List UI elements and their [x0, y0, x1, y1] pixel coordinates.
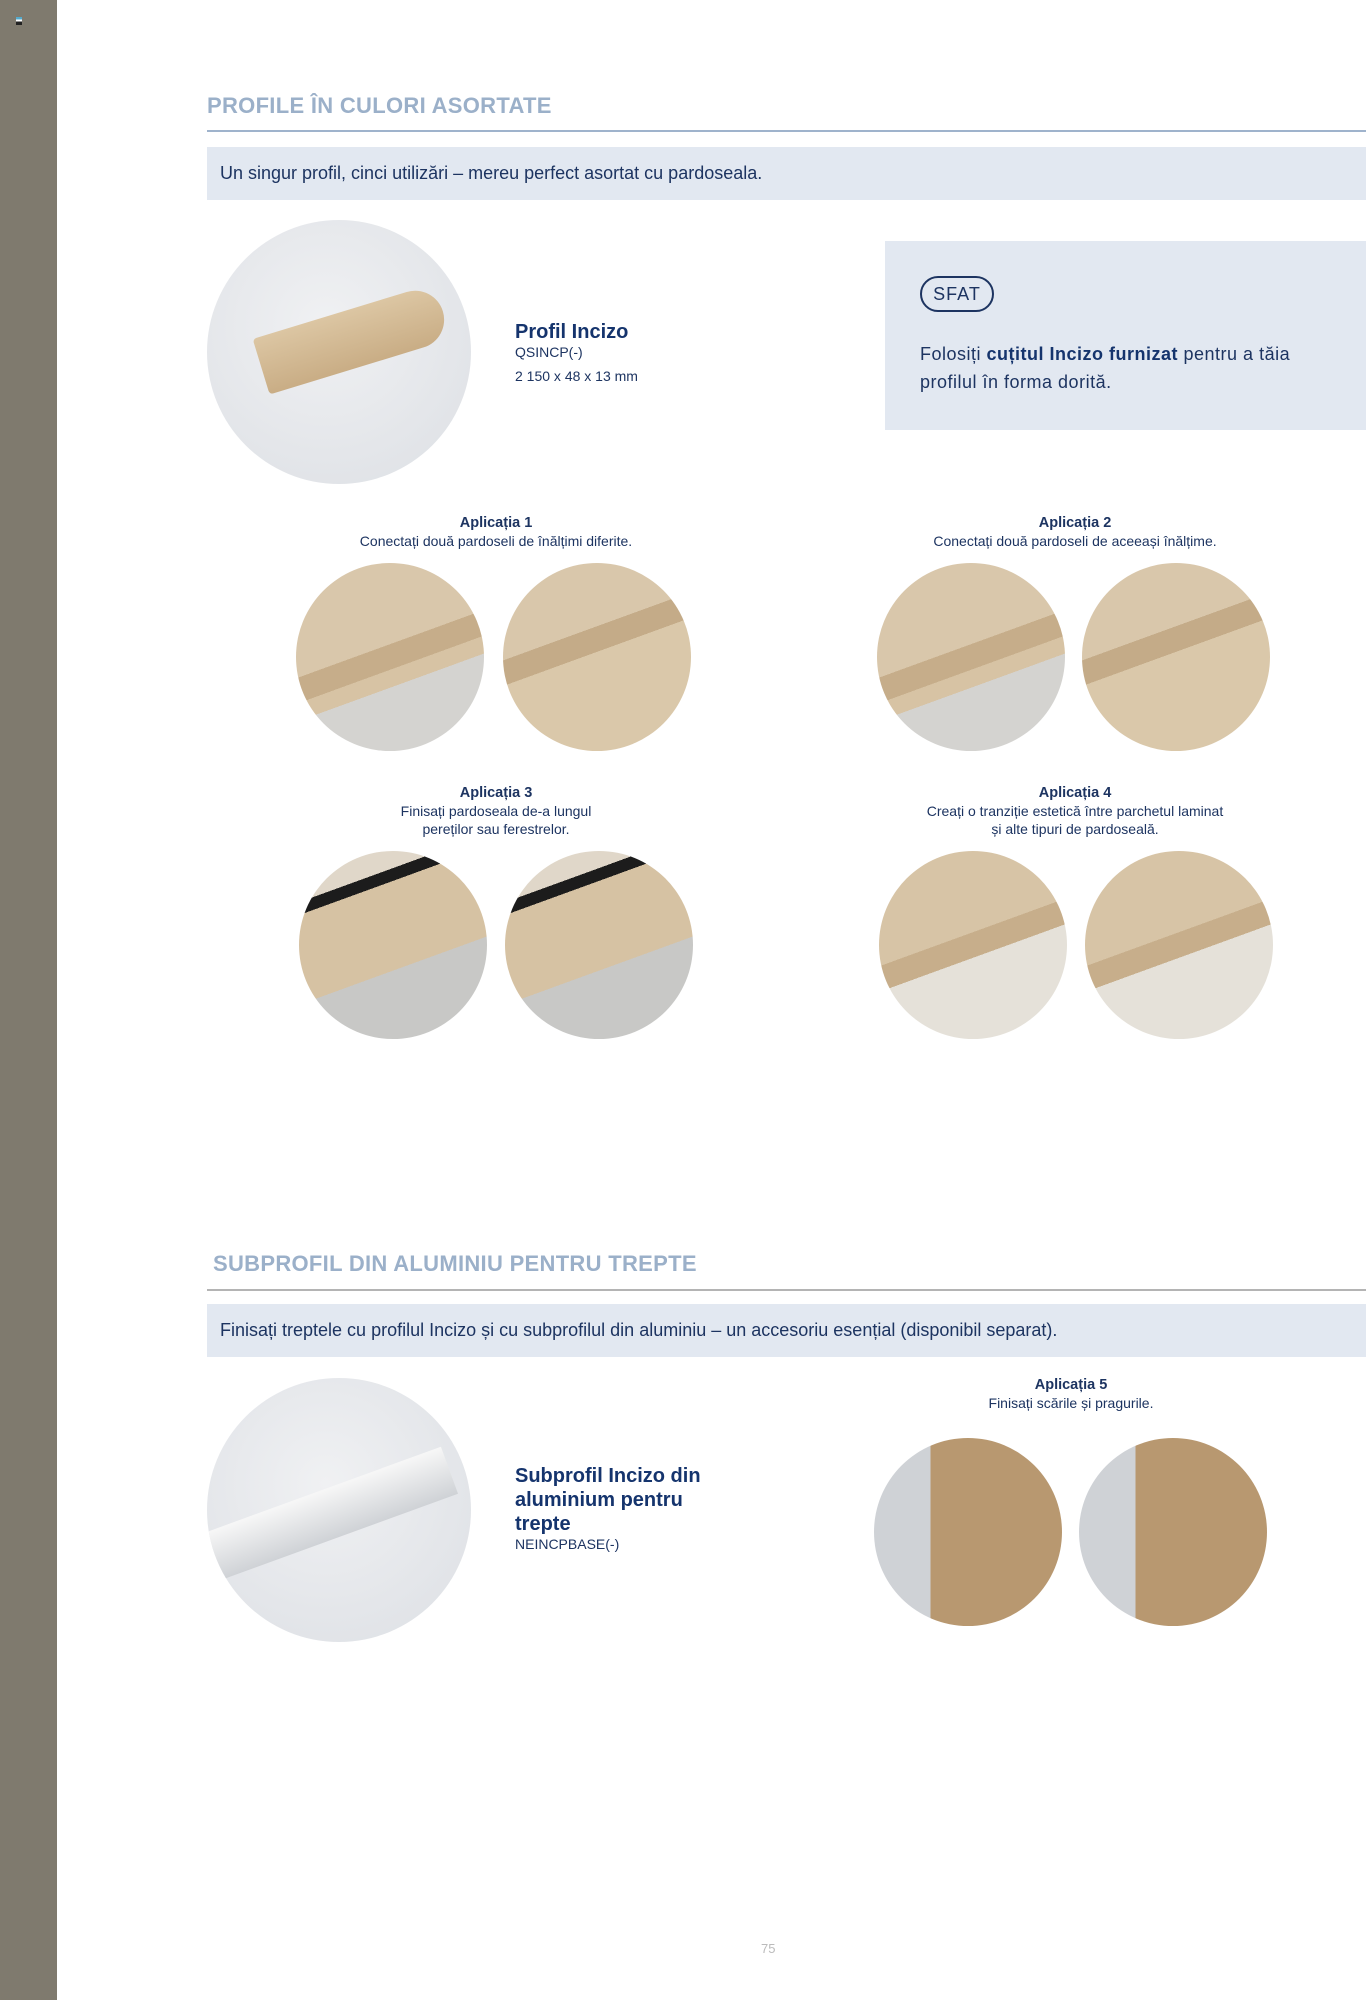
application-3-label: Aplicația 3 Finisați pardoseala de-a lungul pereților sau ferestrelor.	[400, 785, 592, 837]
application-4-label: Aplicația 4 Creați o tranziție estetică între parchetul laminat și alte tipuri de pardoseală.	[926, 785, 1224, 837]
application-1-photo	[296, 563, 484, 751]
tip-badge: SFAT	[920, 276, 994, 312]
application-3-photo	[505, 851, 693, 1039]
application-5-label: Aplicația 5 Finisați scările și pragurile.	[988, 1377, 1154, 1411]
tip-text: Folosiți cuțitul Incizo furnizat pentru a tăia profilul în forma dorită.	[920, 344, 1291, 392]
product-code: QSINCP(-)	[515, 344, 583, 360]
intro-band: Un singur profil, cinci utilizări – mereu perfect asortat cu pardoseala.	[207, 147, 1366, 200]
application-1-label: Aplicația 1 Conectați două pardoseli de înălțimi diferite.	[359, 515, 633, 549]
sidebar	[0, 0, 57, 2000]
section-title: SUBPROFIL DIN ALUMINIU PENTRU TREPTE	[213, 1251, 697, 1276]
product-info	[515, 320, 638, 384]
profile-product-image	[207, 220, 471, 484]
application-1-photo	[503, 563, 691, 751]
product-code: NEINCPBASE(-)	[515, 1536, 620, 1552]
product-dimensions: 2 150 x 48 x 13 mm	[515, 368, 638, 384]
page-number: 75	[761, 1941, 776, 1956]
aluminium-subprofile-image	[207, 1378, 471, 1642]
application-5-photo	[1079, 1438, 1267, 1626]
product-info	[515, 1464, 715, 1552]
intro-band: Finisați treptele cu profilul Incizo și cu subprofilul din aluminiu – un accesoriu esențial (disponibil separat).	[207, 1304, 1366, 1357]
application-3-photo	[299, 851, 487, 1039]
application-4-photo	[1085, 851, 1273, 1039]
application-5-photo	[874, 1438, 1062, 1626]
tip-box	[885, 241, 1366, 430]
section-title: PROFILE ÎN CULORI ASORTATE	[207, 93, 552, 118]
menu-icon[interactable]	[16, 17, 22, 25]
divider	[207, 1289, 1366, 1291]
product-name: Profil Incizo	[515, 321, 629, 343]
product-name: Subprofil Incizo din aluminium pentru trepte	[515, 1465, 701, 1535]
application-4-photo	[879, 851, 1067, 1039]
application-2-label: Aplicația 2 Conectați două pardoseli de aceeași înălțime.	[933, 515, 1217, 549]
divider	[207, 130, 1366, 132]
application-2-photo	[877, 563, 1065, 751]
application-2-photo	[1082, 563, 1270, 751]
